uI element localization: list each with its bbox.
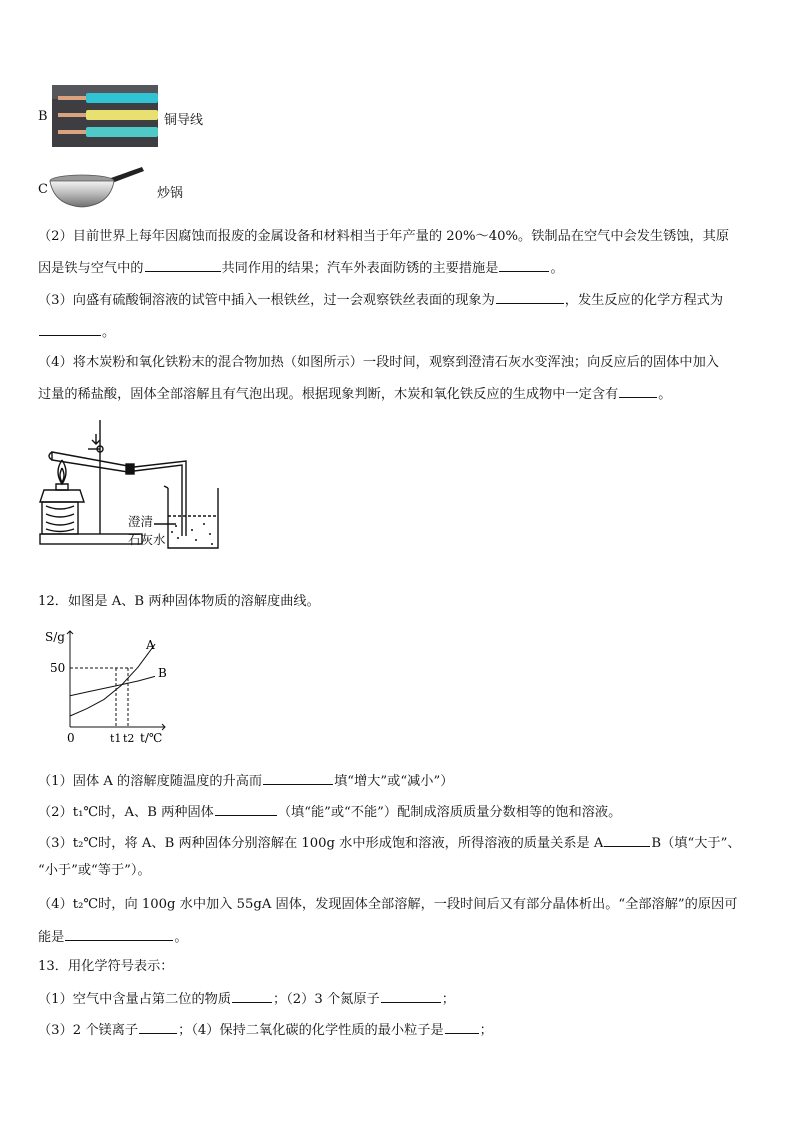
x-tick-t2: t2 [123, 732, 135, 745]
option-c-letter: C [38, 182, 48, 197]
q11-p3-line2: 。 [38, 322, 115, 342]
q11-p2-line1: （2）目前世界上每年因腐蚀而报废的金属设备和材料相当于年产量的 20%～40%。铁制品在空气中会发生锈蚀，其原 [38, 229, 730, 244]
answer-blank[interactable] [604, 833, 650, 847]
x-axis-label: t/℃ [140, 731, 163, 745]
answer-blank[interactable] [496, 290, 564, 304]
q13-stem: 13．用化学符号表示： [38, 959, 174, 974]
y-tick-50: 50 [50, 661, 66, 675]
q11-p2-line2: 因是铁与空气中的 共同作用的结果；汽车外表面防锈的主要措施是 。 [38, 258, 564, 278]
series-b-label: B [158, 666, 167, 680]
option-b-caption: 铜导线 [164, 113, 204, 128]
q13-line1: （1）空气中含量占第二位的物质 ；（2）3 个氮原子 ； [38, 989, 455, 1009]
answer-blank[interactable] [232, 989, 272, 1003]
apparatus-label: 澄清 石灰水 [128, 514, 166, 547]
q12-p1: （1）固体 A 的溶解度随温度的升高而 填“增大”或“减小”） [38, 771, 453, 791]
option-b-letter: B [38, 109, 48, 124]
y-axis-label: S/g [45, 630, 65, 644]
q12-p4-line2: 能是 。 [38, 927, 188, 947]
q12-p4-line1: （4）t₂℃时，向 100g 水中加入 55gA 固体，发现固体全部溶解，一段时间后又有部分晶体析出。“全部溶解”的原因可 [38, 897, 738, 912]
answer-blank[interactable] [39, 322, 101, 336]
x-tick-t1: t1 [110, 732, 122, 745]
q11-p4-line1: （4）将木炭粉和氧化铁粉末的混合物加热（如图所示）一段时间，观察到澄清石灰水变浑浊；向反应后的固体中加入 [38, 355, 719, 370]
answer-blank[interactable] [215, 802, 277, 816]
answer-blank[interactable] [445, 1020, 479, 1034]
q12-p2: （2）t₁℃时，A、B 两种固体 （填“能”或“不能”）配制成溶质质量分数相等的饱和溶液。 [38, 802, 621, 822]
q12-stem: 12．如图是 A、B 两种固体物质的溶解度曲线。 [38, 594, 320, 609]
wok-image [48, 165, 146, 213]
answer-blank[interactable] [65, 927, 173, 941]
option-c-caption: 炒锅 [157, 186, 184, 201]
series-a-label: A [146, 638, 155, 652]
q12-p3-line1: （3）t₂℃时，将 A、B 两种固体分别溶解在 100g 水中形成饱和溶液，所得溶液的质量关系是 A B（填“大于”、 [38, 833, 741, 853]
q12-p3-line2: “小于”或“等于”）。 [38, 863, 151, 878]
answer-blank[interactable] [619, 384, 657, 398]
answer-blank[interactable] [145, 258, 221, 272]
q11-p3-line1: （3）向盛有硫酸铜溶液的试管中插入一根铁丝，过一会观察铁丝表面的现象为 ，发生反应的化学方程式为 [38, 290, 723, 310]
copper-wire-image [52, 85, 158, 147]
q11-p4-line2: 过量的稀盐酸，固体全部溶解且有气泡出现。根据现象判断，木炭和氧化铁反应的生成物中一定含有 。 [38, 384, 671, 404]
answer-blank[interactable] [499, 258, 549, 272]
answer-blank[interactable] [263, 771, 333, 785]
q13-line2: （3）2 个镁离子 ；（4）保持二氧化碳的化学性质的最小粒子是 ； [38, 1020, 493, 1040]
solubility-chart [40, 625, 180, 747]
origin-label: 0 [67, 731, 75, 745]
answer-blank[interactable] [381, 989, 441, 1003]
answer-blank[interactable] [139, 1020, 177, 1034]
